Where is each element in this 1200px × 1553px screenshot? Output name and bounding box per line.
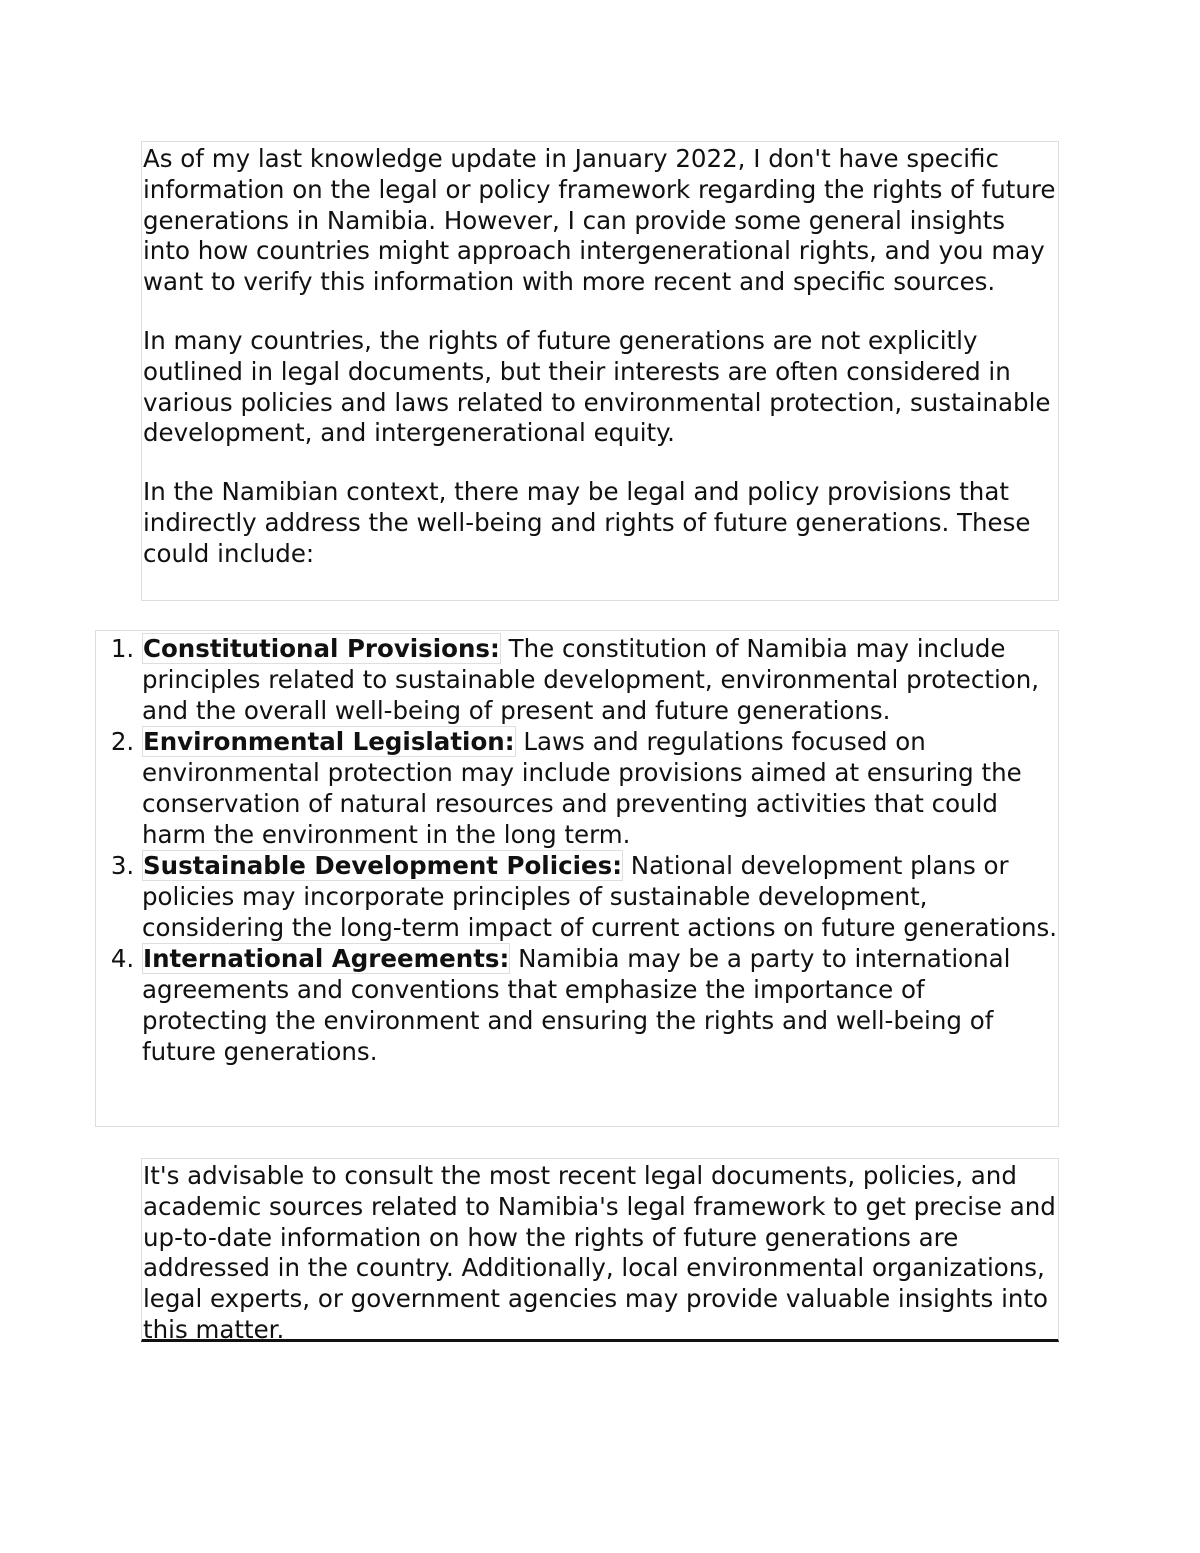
list-item-title: International Agreements: bbox=[143, 944, 510, 973]
list-item-text: The constitution of Namibia may include principles related to sustainable development, environmental protection, and the overall well-being of present and future generations. bbox=[142, 634, 1040, 725]
provisions-list-section bbox=[95, 630, 1059, 1127]
list-item-international bbox=[142, 943, 1058, 1067]
intro-paragraph-3: In the Namibian context, there may be legal and policy provisions that indirectly address the well-being and rights of future generations. These could include: bbox=[143, 477, 1031, 568]
list-item-text: Namibia may be a party to international agreements and conventions that emphasize the importance of protecting the environment and ensuring the rights and well-being of future generations. bbox=[142, 944, 1011, 1066]
closing-section bbox=[141, 1158, 1059, 1342]
provisions-list bbox=[96, 633, 1058, 1067]
list-item-title: Environmental Legislation: bbox=[143, 727, 515, 756]
list-item-text: National development plans or policies may incorporate principles of sustainable development, considering the long-term impact of current actions on future generations. bbox=[142, 851, 1058, 942]
intro-section bbox=[141, 141, 1059, 601]
intro-paragraph-1: As of my last knowledge update in January 2022, I don't have specific information on the legal or policy framework regarding the rights of future generations in Namibia. However, I can provide some general insights into how countries might approach intergenerational rights, and you may want to verify this information with more recent and specific sources. bbox=[143, 144, 1056, 297]
list-item-sustainable bbox=[142, 850, 1058, 943]
list-item-environmental bbox=[142, 726, 1058, 850]
list-item-constitutional bbox=[142, 633, 1058, 726]
closing-paragraph: It's advisable to consult the most recent legal documents, policies, and academic sources related to Namibia's legal framework to get precise and up-to-date information on how the rights of future generations are addressed in the country. Additionally, local environmental organizations, legal experts, or government agencies may provide valuable insights into this matter. bbox=[143, 1161, 1056, 1344]
intro-paragraph-2: In many countries, the rights of future generations are not explicitly outlined in legal documents, but their interests are often considered in various policies and laws related to environmental protection, sustainable development, and intergenerational equity. bbox=[143, 325, 1051, 448]
list-item-title: Sustainable Development Policies: bbox=[143, 851, 623, 880]
list-item-title: Constitutional Provisions: bbox=[143, 634, 500, 663]
list-item-text: Laws and regulations focused on environmental protection may include provisions aimed at ensuring the conservation of natural resources and preventing activities that could harm the environment in the long term. bbox=[142, 727, 1022, 849]
